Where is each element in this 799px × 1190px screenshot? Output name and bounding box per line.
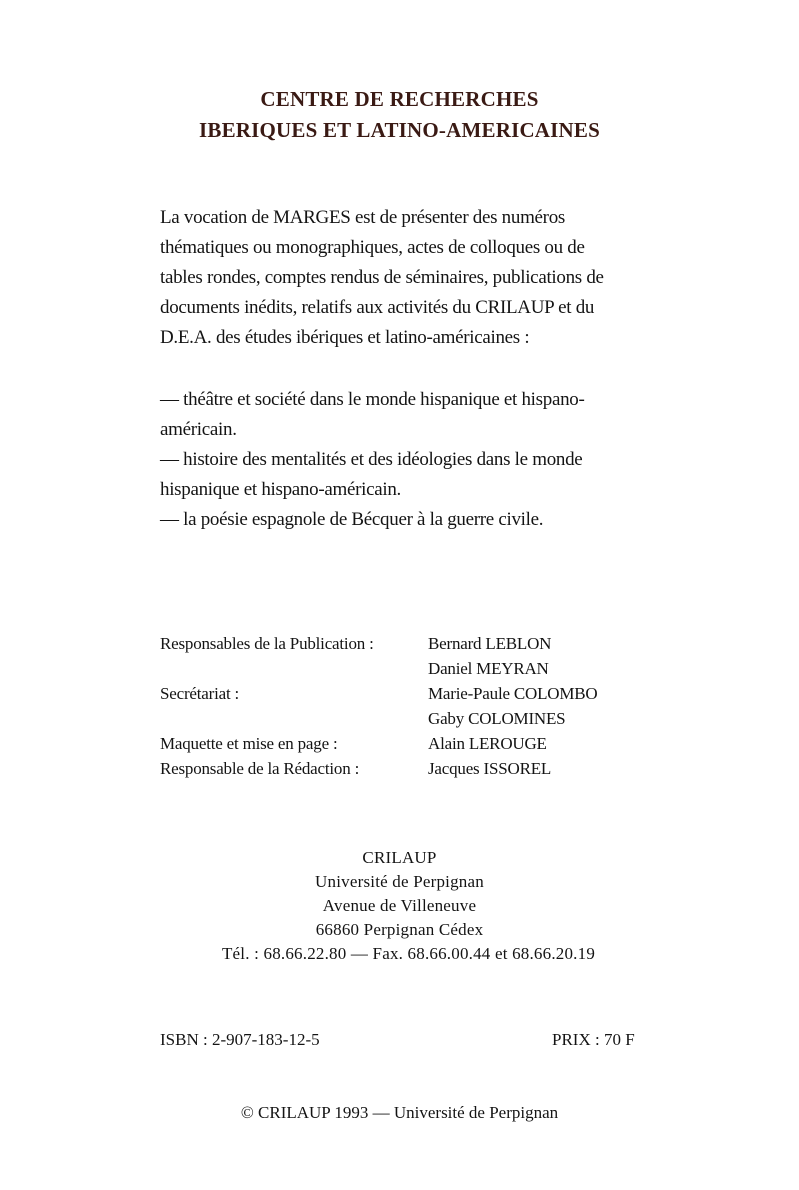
credit-names	[428, 681, 597, 731]
credits-block	[160, 631, 680, 781]
credit-row	[160, 756, 680, 781]
topics-list	[160, 385, 660, 535]
credit-role: Secrétariat :	[160, 684, 240, 703]
address-university: Université de Perpignan	[315, 872, 484, 891]
address-street: Avenue de Villeneuve	[322, 896, 477, 915]
address-block	[0, 846, 799, 966]
credit-names	[428, 631, 551, 681]
intro-line: documents inédits, relatifs aux activités du CRILAUP et du	[160, 297, 595, 318]
topic-item: — histoire des mentalités et des idéologies dans le monde hispanique et hispano-américain.	[160, 449, 583, 500]
credit-name: Bernard LEBLON	[428, 634, 552, 653]
credit-name: Alain LEROUGE	[428, 734, 547, 753]
credit-role: Responsable de la Rédaction :	[160, 759, 360, 778]
address-org: CRILAUP	[362, 848, 437, 867]
credit-name: Jacques ISSOREL	[428, 759, 552, 778]
credit-names	[428, 756, 551, 781]
topic-item: — la poésie espagnole de Bécquer à la guerre civile.	[160, 509, 544, 530]
center-title-line-2: IBERIQUES ET LATINO-AMERICAINES	[198, 118, 601, 142]
price: PRIX : 70 F	[552, 1030, 635, 1049]
credit-row	[160, 731, 680, 756]
credit-row	[160, 631, 680, 681]
center-title-line-1: CENTRE DE RECHERCHES	[260, 87, 539, 111]
address-city: 66860 Perpignan Cédex	[315, 920, 484, 939]
intro-line: D.E.A. des études ibériques et latino-américaines :	[160, 327, 530, 348]
credit-name: Marie-Paule COLOMBO	[428, 684, 598, 703]
topic-item: — théâtre et société dans le monde hispanique et hispano-américain.	[160, 389, 585, 440]
isbn: ISBN : 2-907-183-12-5	[160, 1030, 320, 1049]
credit-name: Daniel MEYRAN	[428, 659, 549, 678]
credit-role: Responsables de la Publication :	[160, 634, 374, 653]
intro-line: tables rondes, comptes rendus de séminaires, publications de	[160, 267, 604, 288]
credit-row	[160, 681, 680, 731]
credit-role: Maquette et mise en page :	[160, 734, 338, 753]
intro-paragraph	[160, 203, 660, 353]
address-contact: Tél. : 68.66.22.80 — Fax. 68.66.00.44 et 68.66.20.19	[221, 944, 596, 963]
center-title	[0, 84, 799, 146]
intro-line: thématiques ou monographiques, actes de colloques ou de	[160, 237, 585, 258]
credit-name: Gaby COLOMINES	[428, 709, 566, 728]
intro-line: La vocation de MARGES est de présenter des numéros	[160, 207, 566, 228]
copyright: © CRILAUP 1993 — Université de Perpignan	[240, 1103, 559, 1122]
credit-names	[428, 731, 547, 756]
